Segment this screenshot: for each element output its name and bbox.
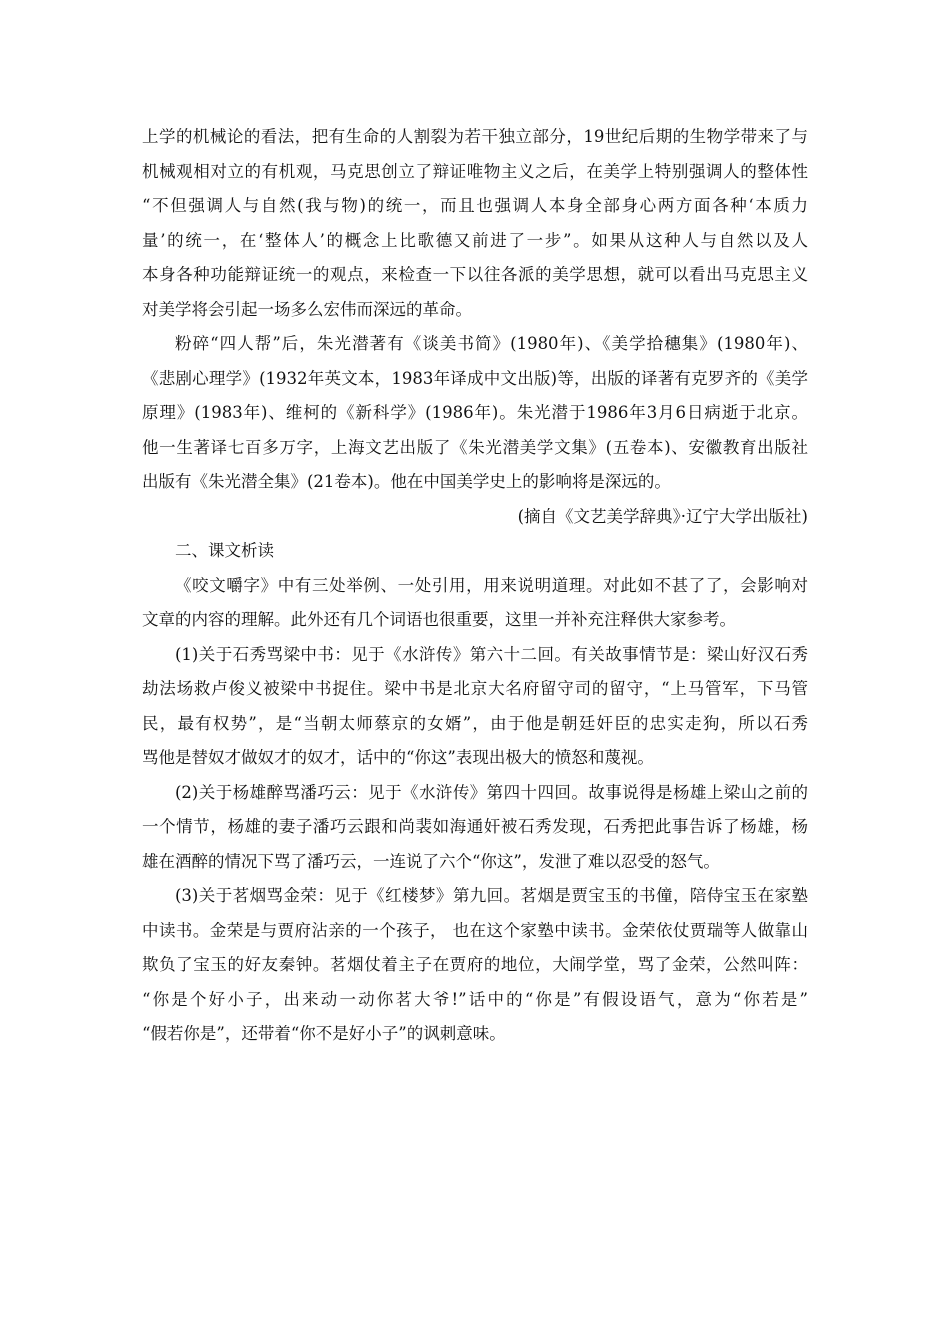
source-citation: (摘自《文艺美学辞典》·辽宁大学出版社)	[517, 506, 808, 526]
text-line: 骂他是替奴才做奴才的奴才，话中的“你这”表现出极大的愤怒和蔑视。	[142, 748, 654, 767]
paragraph-note-1	[142, 638, 808, 776]
text-line: “你是个好小子，出来动一动你茗大爷!”话中的“你是”有假设语气，意为“你若是”	[142, 989, 808, 1009]
text-line: 《悲剧心理学》(1932年英文本，1983年译成中文出版)等，出版的译著有克罗齐的《美学	[142, 368, 808, 388]
paragraph-note-2	[142, 776, 808, 880]
document-page	[142, 120, 808, 1052]
text-line: (3)关于茗烟骂金荣：见于《红楼梦》第九回。茗烟是贾宝玉的书僮，陪侍宝玉在家塾	[175, 886, 808, 905]
paragraph-intro	[142, 569, 808, 638]
text-line: 欺负了宝玉的好友秦钟。茗烟仗着主子在贾府的地位，大闹学堂，骂了金荣，公然叫阵：	[142, 955, 808, 974]
text-line: “不但强调人与自然(我与物)的统一，而且也强调人本身全部身心两方面各种‘本质力	[142, 196, 808, 215]
text-line: 对美学将会引起一场多么宏伟而深远的革命。	[142, 299, 472, 319]
text-line: 《咬文嚼字》中有三处举例、一处引用，用来说明道理。对此如不甚了了，会影响对	[175, 575, 808, 595]
text-line: 粉碎“四人帮”后，朱光潜著有《谈美书简》(1980年)、《美学拾穗集》(1980年)、	[175, 334, 808, 353]
text-line: (1)关于石秀骂梁中书：见于《水浒传》第六十二回。有关故事情节是：梁山好汉石秀	[175, 644, 808, 664]
paragraph-marxist-aesthetics	[142, 120, 808, 327]
text-line: 上学的机械论的看法，把有生命的人割裂为若干独立部分，19世纪后期的生物学带来了与	[142, 127, 808, 146]
text-line: 原理》(1983年)、维柯的《新科学》(1986年)。朱光潜于1986年3月6日病逝于北京。	[142, 403, 808, 422]
paragraph-note-3	[142, 879, 808, 1052]
text-line: 民，最有权势”，是“当朝太师蔡京的女婿”，由于他是朝廷奸臣的忠实走狗，所以石秀	[142, 713, 808, 733]
text-line: 本身各种功能辩证统一的观点，来检查一下以往各派的美学思想，就可以看出马克思主义	[142, 265, 808, 284]
text-line: 出版有《朱光潜全集》(21卷本)。他在中国美学史上的影响将是深远的。	[142, 472, 671, 491]
text-line: 他一生著译七百多万字，上海文艺出版了《朱光潜美学文集》(五卷本)、安徽教育出版社	[142, 437, 808, 457]
paragraph-later-works	[142, 327, 808, 500]
text-line: 劫法场救卢俊义被梁中书捉住。梁中书是北京大名府留守司的留守，“上马管军，下马管	[142, 679, 808, 698]
text-line: 量’的统一，在‘整体人’的概念上比歌德又前进了一步”。如果从这种人与自然以及人	[142, 230, 808, 250]
text-line: 机械观相对立的有机观，马克思创立了辩证唯物主义之后，在美学上特别强调人的整体性	[142, 161, 808, 181]
text-line: 雄在酒醉的情况下骂了潘巧云，一连说了六个“你这”，发泄了难以忍受的怒气。	[142, 851, 720, 871]
text-line: 中读书。金荣是与贾府沾亲的一个孩子， 也在这个家塾中读书。金荣依仗贾瑞等人做靠山	[142, 920, 808, 940]
text-line: (2)关于杨雄醉骂潘巧云：见于《水浒传》第四十四回。故事说得是杨雄上梁山之前的	[175, 782, 808, 802]
text-line: “假若你是”，还带着“你不是好小子”的讽刺意味。	[142, 1024, 506, 1043]
text-line: 文章的内容的理解。此外还有几个词语也很重要，这里一并补充注释供大家参考。	[142, 610, 736, 629]
section-title: 二、课文析读	[175, 541, 274, 560]
text-line: 一个情节，杨雄的妻子潘巧云跟和尚裴如海通奸被石秀发现，石秀把此事告诉了杨雄，杨	[142, 817, 808, 836]
